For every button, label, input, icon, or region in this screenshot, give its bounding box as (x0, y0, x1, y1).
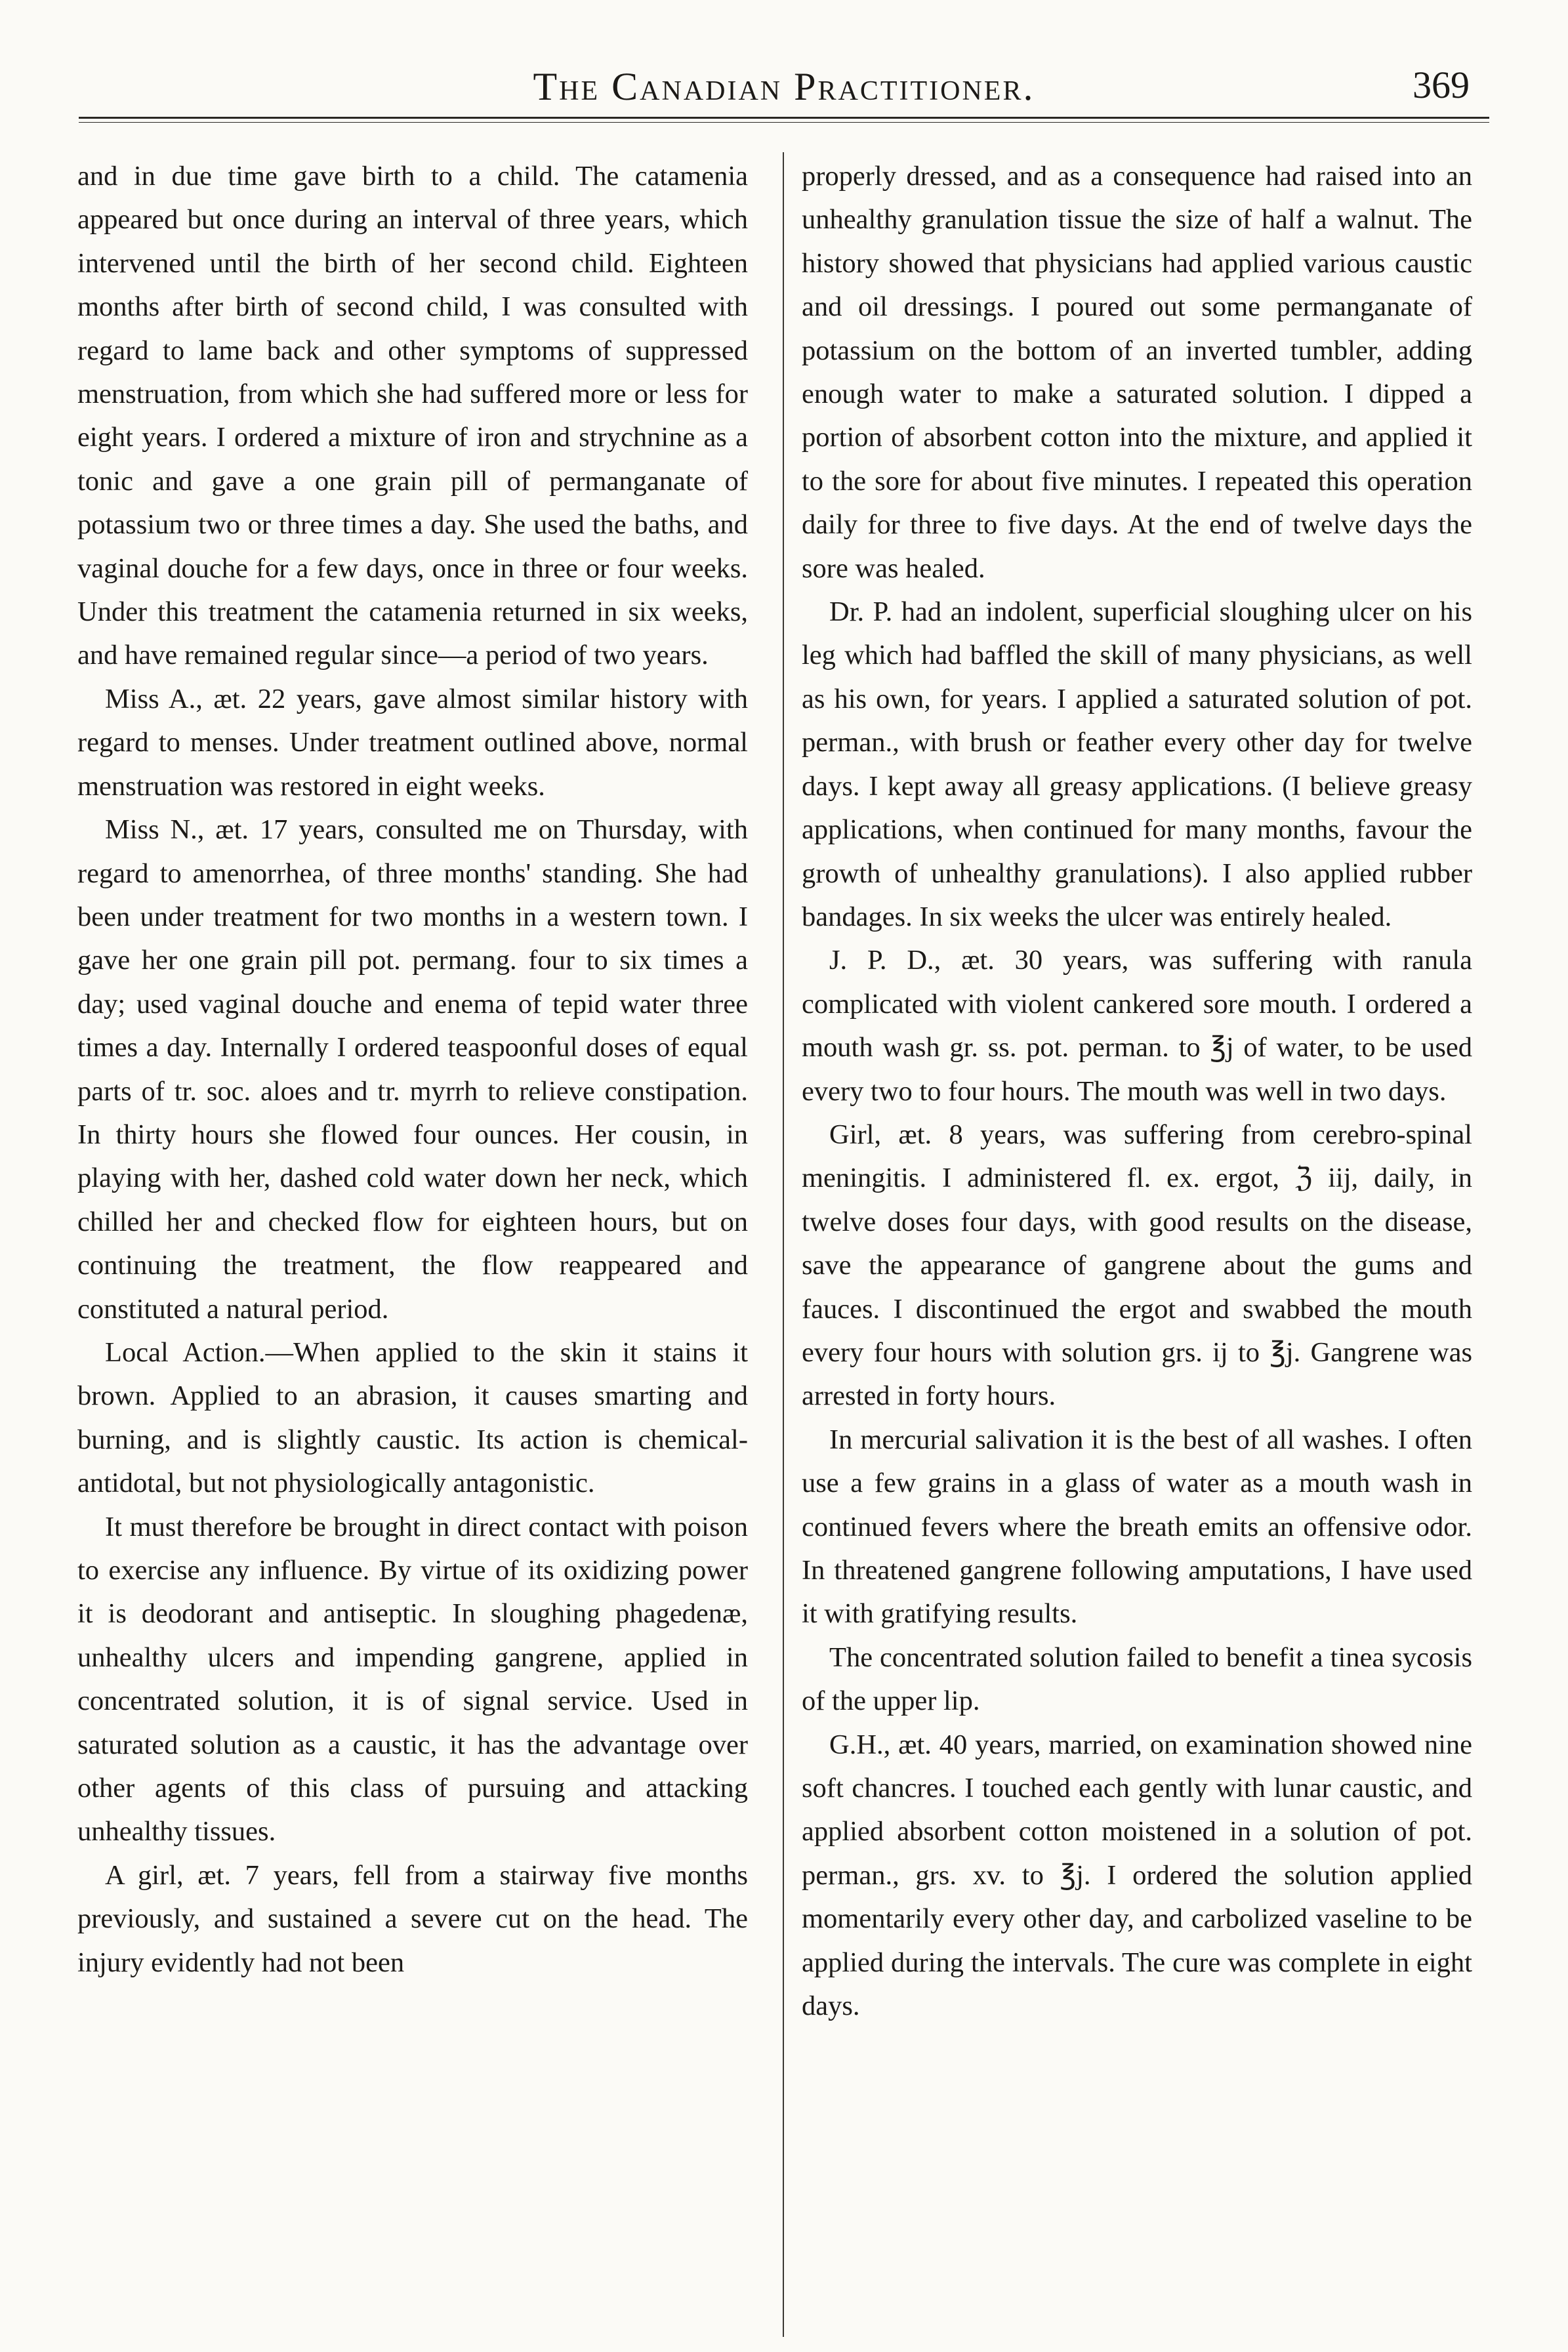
paragraph-case-miss-a: Miss A., æt. 22 years, gave almost similar history with regard to menses. Under treatment outlined above, normal menstruation was restored in eight weeks. (77, 683, 748, 802)
paragraph-case-jpd: J. P. D., æt. 30 years, was suffering with ranula complicated with violent cankered sore mouth. I ordered a mouth wash gr. ss. pot. perman. to ℥j of water, to be used every two to four hours. The mouth was well in two days. (802, 945, 1472, 1107)
header-rule (79, 117, 1489, 119)
left-column (77, 155, 748, 1985)
paragraph-case-dr-p: Dr. P. had an indolent, superficial sloughing ulcer on his leg which had baffled the skill of many physicians, as well as his own, for years. I applied a saturated solution of pot. perman., with brush or feather every other day for twelve days. I kept away all greasy applications. (I believe greasy applications, when continued for many months, favour the growth of unhealthy granulations). I also applied rubber bandages. In six weeks the ulcer was entirely healed. (802, 596, 1472, 932)
running-head (79, 58, 1489, 110)
paragraph-continued-right: properly dressed, and as a consequence had raised into an unhealthy granulation tissue the size of half a walnut. The history showed that physicians had applied various caustic and oil dressings. I poured out some permanganate of potassium on the bottom of an inverted tumbler, adding enough water to make a saturated solution. I dipped a portion of absorbent cotton into the mixture, and applied it to the sore for about five minutes. I repeated this operation daily for three to five days. At the end of twelve days the sore was healed. (802, 161, 1472, 584)
right-column (802, 155, 1472, 2028)
paragraph-case-girl-8: Girl, æt. 8 years, was suffering from cerebro-spinal meningitis. I administered fl. ex. ergot, ℨ iij, daily, in twelve doses four days, with good results on the disease, save the appearance of gangrene about the gums and fauces. I discontinued the ergot and swabbed the mouth every four hours with solution grs. ij to ℥j. Gangrene was arrested in forty hours. (802, 1119, 1472, 1412)
column-divider (783, 152, 784, 2337)
paragraph-case-miss-n: Miss N., æt. 17 years, consulted me on Thursday, with regard to amenorrhea, of three months' standing. She had been under treatment for two months in a western town. I gave her one grain pill pot. permang. four to six times a day; used vaginal douche and enema of tepid water three times a day. Internally I ordered teaspoonful doses of equal parts of tr. soc. aloes and tr. myrrh to relieve constipation. In thirty hours she flowed four ounces. Her cousin, in playing with her, dashed cold water down her neck, which chilled her and checked flow for eighteen hours, but on continuing the treatment, the flow reappeared and constituted a natural period. (77, 814, 748, 1325)
header-rule-thin (79, 122, 1489, 123)
paragraph-mercurial-salivation: In mercurial salivation it is the best of all washes. I often use a few grains in a glass of water as a mouth wash in continued fevers where the breath emits an offensive odor. In threatened gangrene following amputations, I have used it with gratifying results. (802, 1424, 1472, 1630)
paragraph-local-action: Local Action.—When applied to the skin it stains it brown. Applied to an abrasion, it causes smarting and burning, and is slightly caustic. Its action is chemical-antidotal, but not physiologically antagonistic. (77, 1336, 748, 1499)
paragraph-case-gh: G.H., æt. 40 years, married, on examination showed nine soft chancres. I touched each gently with lunar caustic, and applied absorbent cotton moistened in a solution of pot. perman., grs. xv. to ℥j. I ordered the solution applied momentarily every other day, and carbolized vaseline to be applied during the intervals. The cure was complete in eight days. (802, 1729, 1472, 2022)
paragraph-tinea-sycosis: The concentrated solution failed to benefit a tinea sycosis of the upper lip. (802, 1641, 1472, 1717)
paragraph-direct-contact: It must therefore be brought in direct contact with poison to exercise any influence. By virtue of its oxidizing power it is deodorant and antiseptic. In sloughing phagedenæ, unhealthy ulcers and impending gangrene, applied in concentrated solution, it is of signal service. Used in saturated solution as a caustic, it has the advantage over other agents of this class of pursuing and attacking unhealthy tissues. (77, 1511, 748, 1847)
page-number: 369 (1413, 64, 1470, 106)
paragraph-case-girl-7: A girl, æt. 7 years, fell from a stairway five months previously, and sustained a severe cut on the head. The injury evidently had not been (77, 1859, 748, 1978)
paragraph-continued: and in due time gave birth to a child. The catamenia appeared but once during an interval of three years, which intervened until the birth of her second child. Eighteen months after birth of second child, I was consulted with regard to lame back and other symptoms of suppressed menstruation, from which she had suffered more or less for eight years. I ordered a mixture of iron and strychnine as a tonic and gave a one grain pill of permanganate of potassium two or three times a day. She used the baths, and vaginal douche for a few days, once in three or four weeks. Under this treatment the catamenia returned in six weeks, and have remained regular since—a period of two years. (77, 161, 748, 671)
journal-title: The Canadian Practitioner. (533, 65, 1035, 108)
